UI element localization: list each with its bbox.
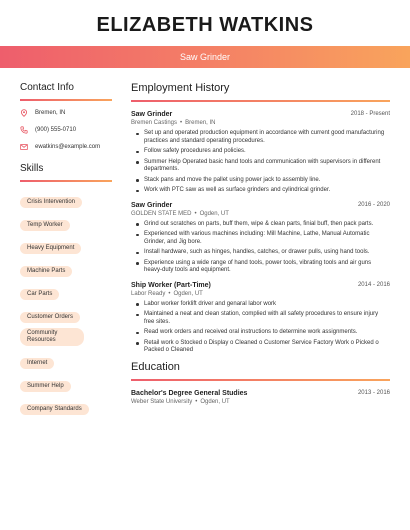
location-pin-icon — [20, 109, 28, 117]
contact-email[interactable] — [20, 143, 112, 151]
job-bullet: Stack pans and move the pallet using power jack to assembly line. — [138, 177, 390, 185]
skill-tag: Community Resources — [20, 328, 84, 346]
mail-icon — [20, 143, 28, 151]
job-company-line: GOLDEN STATE MED • Ogden, UT — [131, 210, 229, 217]
job-bullet: Summer Help Operated basic hand tools and communication with supervisors in different departments. — [138, 159, 390, 174]
job-entry — [131, 110, 390, 195]
job-company-line: Bremen Castings • Bremen, IN — [131, 120, 216, 126]
education-divider — [131, 379, 390, 381]
job-bullets — [131, 301, 390, 355]
job-entry — [131, 281, 390, 355]
contact-location-text: Bremen, IN — [35, 110, 66, 116]
skill-tag: Temp Worker — [20, 220, 70, 231]
job-location: Ogden, UT — [173, 290, 203, 297]
job-bullet: Maintained a neat and clean station, complied with all safety procedures to ensure injury free sites. — [138, 311, 390, 326]
education-school-line: Weber State University • Ogden, UT — [131, 398, 230, 405]
contact-location — [20, 109, 112, 117]
job-bullet: Retail work o Stocked o Display o Cleaned o Customer Service Factory Work o Picked o Packed o Cleaned — [138, 340, 390, 355]
skills-title: Skills — [20, 163, 44, 174]
contact-divider — [20, 99, 112, 101]
job-bullets — [131, 221, 390, 275]
job-bullet: Set up and operated production equipment in accordance with current good manufacturing practices and standard operating procedures. — [138, 130, 390, 145]
contact-title: Contact Info — [20, 82, 74, 93]
job-bullets — [131, 130, 390, 195]
skills-list — [20, 190, 112, 420]
skill-tag: Heavy Equipment — [20, 243, 81, 254]
main-content — [131, 82, 390, 412]
job-title: Ship Worker (Part-Time) — [131, 281, 211, 289]
skill-tag: Car Parts — [20, 289, 59, 300]
contact-phone-text: (900) 555-0710 — [35, 127, 77, 133]
job-bullet: Experience using a wide range of hand tools, power tools, vibrating tools and air guns heavy-duty tools and equipment. — [138, 260, 390, 275]
degree-title: Bachelor's Degree General Studies — [131, 389, 248, 397]
contact-phone — [20, 126, 112, 134]
job-company-line: Labor Ready • Ogden, UT — [131, 290, 203, 297]
job-dates: 2018 - Present — [350, 111, 390, 117]
employment-title: Employment History — [131, 82, 230, 94]
job-dates: 2016 - 2020 — [357, 201, 390, 208]
education-title: Education — [131, 360, 180, 373]
job-bullet: Work with PTC saw as well as surface grinders and cylindrical grinder. — [138, 187, 390, 195]
job-bullet: Install hardware, such as hinges, handles, catches, or drawer pulls, using hand tools. — [138, 249, 390, 257]
skill-tag: Company Standards — [20, 404, 89, 415]
job-company: Bremen Castings — [131, 120, 178, 126]
contact-email-text[interactable]: ewatkins@example.com — [35, 144, 101, 150]
job-bullet: Read work orders and received oral instructions to determine work assignments. — [138, 329, 390, 337]
skills-divider — [20, 180, 112, 182]
skill-tag: Crisis Intervention — [20, 197, 82, 208]
job-title: Saw Grinder — [131, 111, 173, 118]
phone-icon — [20, 126, 28, 134]
resume-name: ELIZABETH WATKINS — [96, 14, 314, 36]
sidebar — [20, 82, 112, 420]
skill-tag: Machine Parts — [20, 266, 72, 277]
skill-tag: Internet — [20, 358, 54, 369]
employment-divider — [131, 100, 390, 102]
school-name: Weber State University — [131, 398, 193, 405]
school-location: Ogden, UT — [200, 398, 230, 405]
job-company: GOLDEN STATE MED — [131, 210, 192, 217]
job-bullet: Experienced with various machines including: Mill Machine, Lathe, Manual Automatic Grinder, and Jig bore. — [138, 231, 390, 246]
job-location: Bremen, IN — [185, 120, 216, 126]
job-location: Ogden, UT — [199, 210, 229, 217]
job-entry — [131, 201, 390, 275]
role-banner: Saw Grinder — [0, 46, 410, 68]
education-entry — [131, 389, 390, 406]
job-bullet: Follow safety procedures and policies. — [138, 148, 390, 156]
job-company: Labor Ready — [131, 290, 166, 297]
job-bullet: Labor worker forklift driver and genaral labor work — [138, 301, 390, 309]
education-dates: 2013 - 2016 — [357, 389, 390, 396]
skill-tag: Summer Help — [20, 381, 71, 392]
job-dates: 2014 - 2016 — [357, 281, 390, 288]
skill-tag: Customer Orders — [20, 312, 80, 323]
job-title: Saw Grinder — [131, 201, 173, 209]
job-bullet: Grind out scratches on parts, buff them, wipe & clean parts, finial buff, then pack parts. — [138, 221, 390, 229]
